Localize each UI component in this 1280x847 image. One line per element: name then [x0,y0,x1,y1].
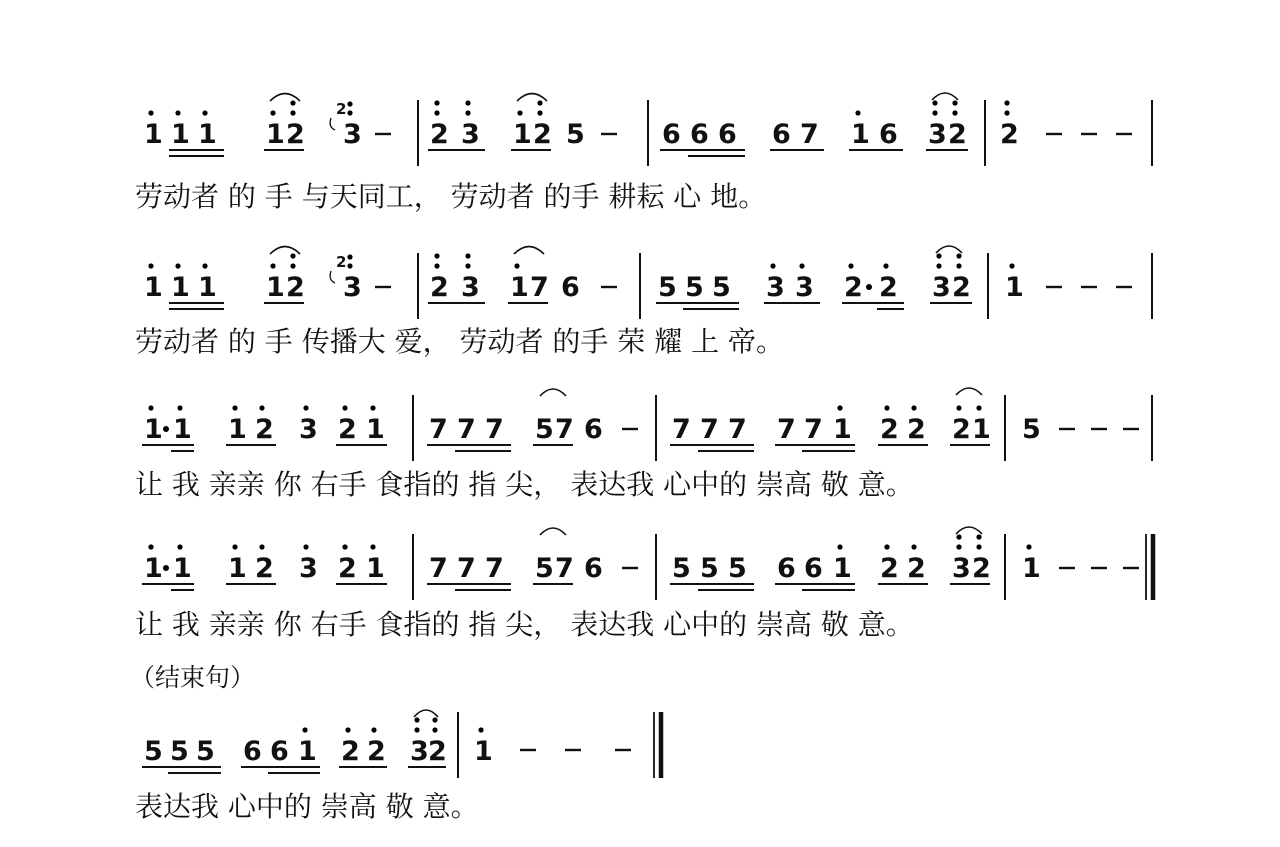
svg-text:2: 2 [338,553,357,584]
svg-text:1: 1 [510,272,529,303]
svg-text:2: 2 [367,736,386,767]
measure [670,527,991,590]
svg-text:2: 2 [880,414,899,445]
ending-notation [142,710,661,778]
system-4-notation [142,527,1153,600]
svg-text:1: 1 [144,414,163,445]
svg-text:3: 3 [795,272,814,303]
svg-text:3: 3 [928,119,947,150]
svg-text:7: 7 [429,553,448,584]
svg-text:2: 2 [952,272,971,303]
measure [1022,414,1139,445]
svg-text:1: 1 [298,736,317,767]
svg-text:1: 1 [144,553,163,584]
svg-text:6: 6 [690,119,709,150]
svg-text:6: 6 [243,736,262,767]
svg-text:2: 2 [972,553,991,584]
svg-text:2: 2 [286,272,305,303]
system-2-notation [144,246,1152,319]
measure [427,389,638,451]
svg-text:1: 1 [144,272,163,303]
measure [142,405,387,451]
lyric-line-ending: 表达我 心中的 崇高 敬 意。 [135,790,479,823]
measure [427,528,638,590]
svg-text:3: 3 [932,272,951,303]
svg-text:5: 5 [658,272,677,303]
svg-text:5: 5 [535,553,554,584]
svg-text:3: 3 [299,553,318,584]
svg-text:1: 1 [972,414,991,445]
svg-text:1: 1 [833,414,852,445]
measure [1005,263,1132,303]
svg-text:2: 2 [430,272,449,303]
svg-text:1: 1 [366,414,385,445]
svg-text:1: 1 [173,414,192,445]
svg-text:2: 2 [879,272,898,303]
svg-text:2: 2 [255,553,274,584]
svg-text:1: 1 [171,272,190,303]
svg-text:1: 1 [173,553,192,584]
measure [144,247,391,310]
svg-text:3: 3 [952,553,971,584]
svg-text:5: 5 [566,119,585,150]
svg-text:1: 1 [266,272,285,303]
measure [428,94,617,151]
svg-text:7: 7 [777,414,796,445]
ending-section-label: （结束句） [130,663,256,692]
svg-text:1: 1 [366,553,385,584]
svg-text:7: 7 [728,414,747,445]
measure [144,94,391,157]
svg-text:7: 7 [485,553,504,584]
svg-text:2: 2 [907,414,926,445]
svg-text:3: 3 [766,272,785,303]
measure [1022,544,1139,584]
lyric-line-1: 劳动者 的 手 与天同工， 劳动者 的手 耕耘 心 地。 [135,180,767,213]
svg-text:3: 3 [461,272,480,303]
measure [1000,100,1132,150]
system-3-notation [142,388,1152,461]
svg-text:1: 1 [198,272,217,303]
svg-text:7: 7 [672,414,691,445]
svg-text:7: 7 [530,272,549,303]
svg-text:6: 6 [772,119,791,150]
svg-text:2: 2 [533,119,552,150]
svg-text:7: 7 [555,414,574,445]
svg-text:5: 5 [685,272,704,303]
svg-text:1: 1 [266,119,285,150]
svg-text:6: 6 [718,119,737,150]
svg-text:6: 6 [879,119,898,150]
svg-text:6: 6 [584,414,603,445]
lyric-line-2: 劳动者 的 手 传播大 爱， 劳动者 的手 荣 耀 上 帝。 [135,325,785,358]
svg-text:5: 5 [712,272,731,303]
svg-text:5: 5 [700,553,719,584]
svg-text:1: 1 [851,119,870,150]
svg-text:3: 3 [343,272,362,303]
measure [142,544,387,590]
svg-text:7: 7 [700,414,719,445]
svg-text:2: 2 [952,414,971,445]
svg-text:7: 7 [800,119,819,150]
svg-text:6: 6 [777,553,796,584]
lyric-line-4: 让 我 亲亲 你 右手 食指的 指 尖， 表达我 心中的 崇高 敬 意。 [135,608,914,641]
svg-text:3: 3 [410,736,429,767]
svg-text:2: 2 [1000,119,1019,150]
svg-text:6: 6 [561,272,580,303]
svg-text:5: 5 [144,736,163,767]
svg-text:1: 1 [198,119,217,150]
svg-text:1: 1 [228,553,247,584]
svg-text:2: 2 [907,553,926,584]
svg-text:5: 5 [672,553,691,584]
svg-text:3: 3 [299,414,318,445]
svg-text:1: 1 [1005,272,1024,303]
svg-text:2: 2 [948,119,967,150]
svg-text:1: 1 [228,414,247,445]
svg-text:5: 5 [728,553,747,584]
svg-text:7: 7 [485,414,504,445]
svg-text:2: 2 [341,736,360,767]
lyric-line-3: 让 我 亲亲 你 右手 食指的 指 尖， 表达我 心中的 崇高 敬 意。 [135,468,914,501]
svg-text:1: 1 [1022,553,1041,584]
svg-text:2: 2 [336,253,347,271]
svg-text:1: 1 [833,553,852,584]
svg-text:2: 2 [880,553,899,584]
svg-text:6: 6 [804,553,823,584]
svg-text:5: 5 [1022,414,1041,445]
measure [670,388,991,451]
svg-text:7: 7 [457,553,476,584]
svg-text:5: 5 [535,414,554,445]
svg-text:1: 1 [474,736,493,767]
svg-text:2: 2 [336,100,347,118]
svg-text:7: 7 [555,553,574,584]
measure [428,247,617,304]
svg-text:2: 2 [286,119,305,150]
svg-text:6: 6 [662,119,681,150]
svg-text:2: 2 [428,736,447,767]
svg-text:6: 6 [270,736,289,767]
svg-text:2: 2 [338,414,357,445]
measure [474,727,631,767]
svg-text:3: 3 [461,119,480,150]
svg-text:5: 5 [170,736,189,767]
svg-text:2: 2 [255,414,274,445]
svg-text:2: 2 [430,119,449,150]
svg-text:1: 1 [171,119,190,150]
svg-text:1: 1 [144,119,163,150]
svg-text:5: 5 [196,736,215,767]
svg-text:7: 7 [429,414,448,445]
measure [142,710,447,773]
svg-text:6: 6 [584,553,603,584]
svg-text:7: 7 [457,414,476,445]
measure [656,246,972,309]
svg-text:7: 7 [804,414,823,445]
measure [660,93,968,156]
svg-text:1: 1 [513,119,532,150]
svg-text:3: 3 [343,119,362,150]
svg-text:2: 2 [844,272,863,303]
system-1-notation [144,93,1152,166]
